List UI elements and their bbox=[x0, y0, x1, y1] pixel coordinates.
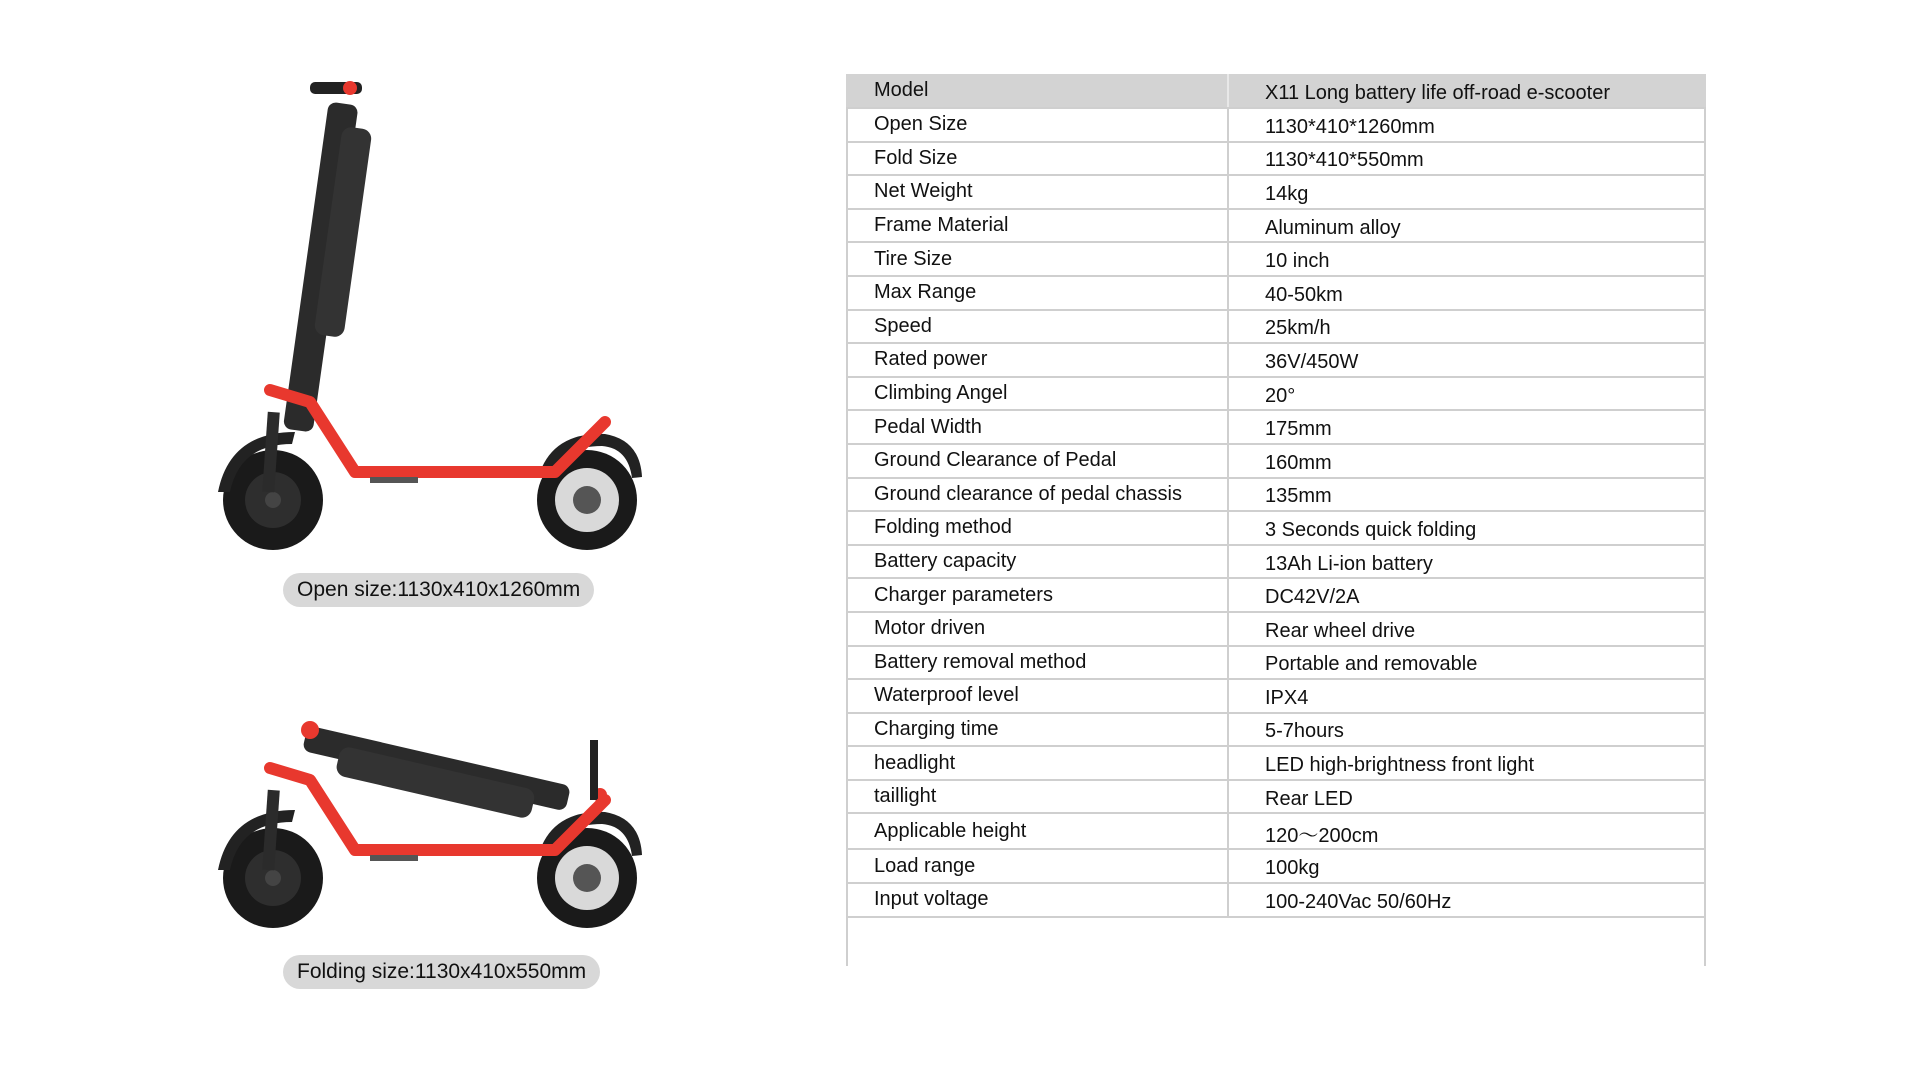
spec-row bbox=[846, 780, 1706, 814]
spec-key: taillight bbox=[846, 780, 1228, 814]
spec-row bbox=[846, 679, 1706, 713]
spec-key: Waterproof level bbox=[846, 679, 1228, 713]
folding-size-caption: Folding size:1130x410x550mm bbox=[283, 955, 600, 989]
spec-value: 135mm bbox=[1228, 478, 1706, 512]
spec-key: Climbing Angel bbox=[846, 377, 1228, 411]
spec-key: Applicable height bbox=[846, 813, 1228, 849]
spec-value: 40-50km bbox=[1228, 276, 1706, 310]
spec-value: 3 Seconds quick folding bbox=[1228, 511, 1706, 545]
spec-key: Input voltage bbox=[846, 883, 1228, 917]
spec-key: Pedal Width bbox=[846, 410, 1228, 444]
spec-value: Aluminum alloy bbox=[1228, 209, 1706, 243]
spec-key: Ground clearance of pedal chassis bbox=[846, 478, 1228, 512]
spec-key: Folding method bbox=[846, 511, 1228, 545]
spec-row bbox=[846, 142, 1706, 176]
spec-row bbox=[846, 545, 1706, 579]
spec-key: Max Range bbox=[846, 276, 1228, 310]
spec-value: 20° bbox=[1228, 377, 1706, 411]
spec-key: Ground Clearance of Pedal bbox=[846, 444, 1228, 478]
spec-key: Open Size bbox=[846, 108, 1228, 142]
spec-value: 1130*410*1260mm bbox=[1228, 108, 1706, 142]
spec-row bbox=[846, 209, 1706, 243]
spec-key: Rated power bbox=[846, 343, 1228, 377]
scooter-folded-image bbox=[210, 700, 650, 940]
spec-row bbox=[846, 108, 1706, 142]
spec-value: 13Ah Li-ion battery bbox=[1228, 545, 1706, 579]
spec-row bbox=[846, 713, 1706, 747]
spec-key: Model bbox=[846, 74, 1228, 108]
spec-key: headlight bbox=[846, 746, 1228, 780]
spec-value: 100kg bbox=[1228, 849, 1706, 883]
spec-value: 175mm bbox=[1228, 410, 1706, 444]
spec-key: Frame Material bbox=[846, 209, 1228, 243]
scooter-open-icon bbox=[210, 72, 650, 562]
spec-value: 10 inch bbox=[1228, 242, 1706, 276]
scooter-open-image bbox=[210, 72, 650, 562]
open-size-caption: Open size:1130x410x1260mm bbox=[283, 573, 594, 607]
spec-row bbox=[846, 377, 1706, 411]
spec-key: Speed bbox=[846, 310, 1228, 344]
spec-value: Portable and removable bbox=[1228, 646, 1706, 680]
spec-value: IPX4 bbox=[1228, 679, 1706, 713]
spec-value: X11 Long battery life off-road e-scooter bbox=[1228, 74, 1706, 108]
spec-row bbox=[846, 175, 1706, 209]
spec-row bbox=[846, 813, 1706, 849]
spec-row bbox=[846, 612, 1706, 646]
spec-value: 160mm bbox=[1228, 444, 1706, 478]
spec-value: 100-240Vac 50/60Hz bbox=[1228, 883, 1706, 917]
spec-value: Rear wheel drive bbox=[1228, 612, 1706, 646]
spec-value: 14kg bbox=[1228, 175, 1706, 209]
spec-value: 25km/h bbox=[1228, 310, 1706, 344]
spec-value: 36V/450W bbox=[1228, 343, 1706, 377]
spec-row bbox=[846, 343, 1706, 377]
spec-key: Battery capacity bbox=[846, 545, 1228, 579]
spec-row bbox=[846, 310, 1706, 344]
spec-row bbox=[846, 883, 1706, 917]
spec-row bbox=[846, 276, 1706, 310]
spec-value: DC42V/2A bbox=[1228, 578, 1706, 612]
scooter-folded-icon bbox=[210, 700, 650, 940]
spec-row bbox=[846, 511, 1706, 545]
spec-value: 5-7hours bbox=[1228, 713, 1706, 747]
spec-value: Rear LED bbox=[1228, 780, 1706, 814]
spec-key: Charger parameters bbox=[846, 578, 1228, 612]
spec-key: Motor driven bbox=[846, 612, 1228, 646]
spec-row bbox=[846, 478, 1706, 512]
spec-header-row bbox=[846, 74, 1706, 108]
spec-key: Net Weight bbox=[846, 175, 1228, 209]
spec-row bbox=[846, 578, 1706, 612]
spec-table bbox=[846, 74, 1706, 918]
spec-row bbox=[846, 746, 1706, 780]
spec-row bbox=[846, 849, 1706, 883]
spec-row bbox=[846, 410, 1706, 444]
spec-row bbox=[846, 444, 1706, 478]
spec-row bbox=[846, 242, 1706, 276]
spec-key: Tire Size bbox=[846, 242, 1228, 276]
spec-value: LED high-brightness front light bbox=[1228, 746, 1706, 780]
spec-key: Load range bbox=[846, 849, 1228, 883]
spec-row bbox=[846, 646, 1706, 680]
spec-key: Battery removal method bbox=[846, 646, 1228, 680]
spec-key: Fold Size bbox=[846, 142, 1228, 176]
spec-key: Charging time bbox=[846, 713, 1228, 747]
spec-value: 120～200cm bbox=[1228, 813, 1706, 849]
spec-value: 1130*410*550mm bbox=[1228, 142, 1706, 176]
